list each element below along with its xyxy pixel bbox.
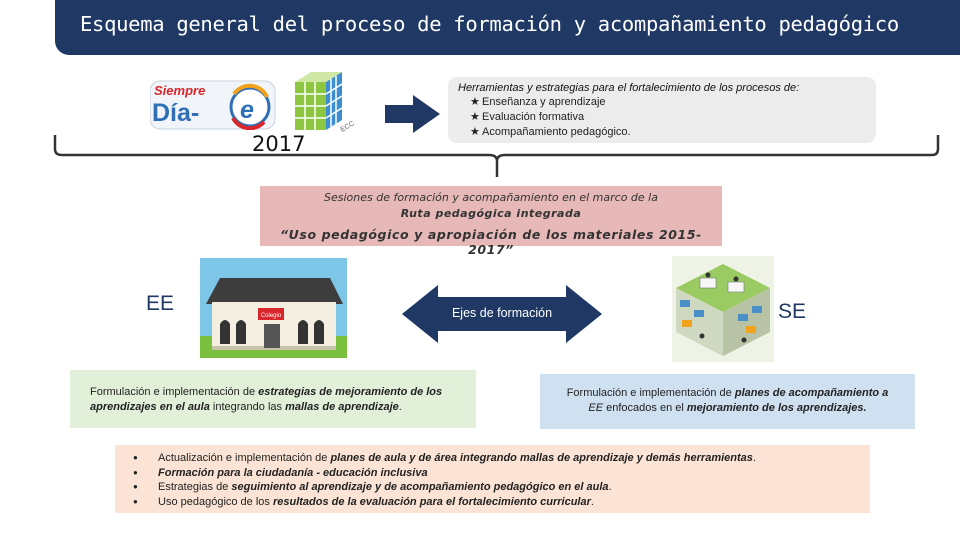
right-arrow-icon bbox=[385, 95, 440, 133]
actions-list bbox=[133, 451, 870, 509]
action-item: ● Uso pedagógico de los resultados de la evaluación para el fortalecimiento curricular. bbox=[133, 495, 594, 508]
svg-text:e: e bbox=[240, 96, 254, 124]
se-label: SE bbox=[778, 300, 807, 323]
sessions-intro: Sesiones de formación y acompañamiento en el marco de la bbox=[324, 191, 658, 204]
action-item: ● Estrategias de seguimiento al aprendizaje y de acompañamiento pedagógico en el aula. bbox=[133, 481, 612, 493]
svg-text:Siempre: Siempre bbox=[154, 83, 206, 98]
se-plan-box: Formulación e implementación de planes de acompañamiento a EE enfocados en el mejoramiento de los aprendizajes. bbox=[540, 374, 915, 429]
star-icon: ★ bbox=[470, 96, 480, 108]
bullet-icon: ● bbox=[133, 453, 138, 462]
ee-label: EE bbox=[146, 292, 175, 315]
route-name: Ruta pedagógica integrada bbox=[400, 207, 582, 220]
year-label: 2017 bbox=[252, 132, 306, 156]
formation-axes-label: Ejes de formación bbox=[451, 306, 553, 320]
bullet-icon: ● bbox=[133, 482, 138, 491]
tools-item: ★ Acompañamiento pedagógico. bbox=[458, 125, 876, 140]
ecc-cube-logo bbox=[290, 68, 360, 136]
star-icon: ★ bbox=[470, 111, 480, 123]
bullet-icon: ● bbox=[133, 467, 138, 477]
page-title: Esquema general del proceso de formación y acompañamiento pedagógico bbox=[80, 12, 899, 36]
tools-strategies-box bbox=[448, 77, 876, 143]
star-icon: ★ bbox=[470, 126, 480, 138]
svg-text:Día-: Día- bbox=[152, 99, 200, 127]
action-item: ● Actualización e implementación de planes de aula y de área integrando mallas de aprendizaje y demás herramientas. bbox=[133, 452, 756, 464]
bullet-icon: ● bbox=[133, 496, 138, 506]
office-illustration bbox=[672, 256, 774, 362]
ee-strategy-box: Formulación e implementación de estrategias de mejoramiento de los aprendizajes en el aula integrando las mallas de aprendizaje. bbox=[70, 370, 476, 428]
tools-item: ★ Evaluación formativa bbox=[458, 110, 876, 125]
materials-title: “Uso pedagógico y apropiación de los materiales 2015-2017” bbox=[280, 227, 702, 257]
siempre-dia-e-logo bbox=[150, 80, 280, 130]
grouping-brace bbox=[52, 135, 942, 177]
svg-text:Colegio: Colegio bbox=[260, 313, 282, 319]
tools-list bbox=[458, 95, 876, 140]
action-item: ● Formación para la ciudadanía - educación inclusiva bbox=[133, 466, 428, 479]
tools-item: ★ Enseñanza y aprendizaje bbox=[458, 95, 876, 110]
svg-text:ECC: ECC bbox=[339, 120, 356, 134]
tools-heading: Herramientas y estrategias para el fortalecimiento de los procesos de: bbox=[458, 82, 800, 94]
actions-box bbox=[115, 445, 870, 513]
school-illustration bbox=[200, 258, 347, 358]
sessions-box bbox=[260, 186, 722, 257]
